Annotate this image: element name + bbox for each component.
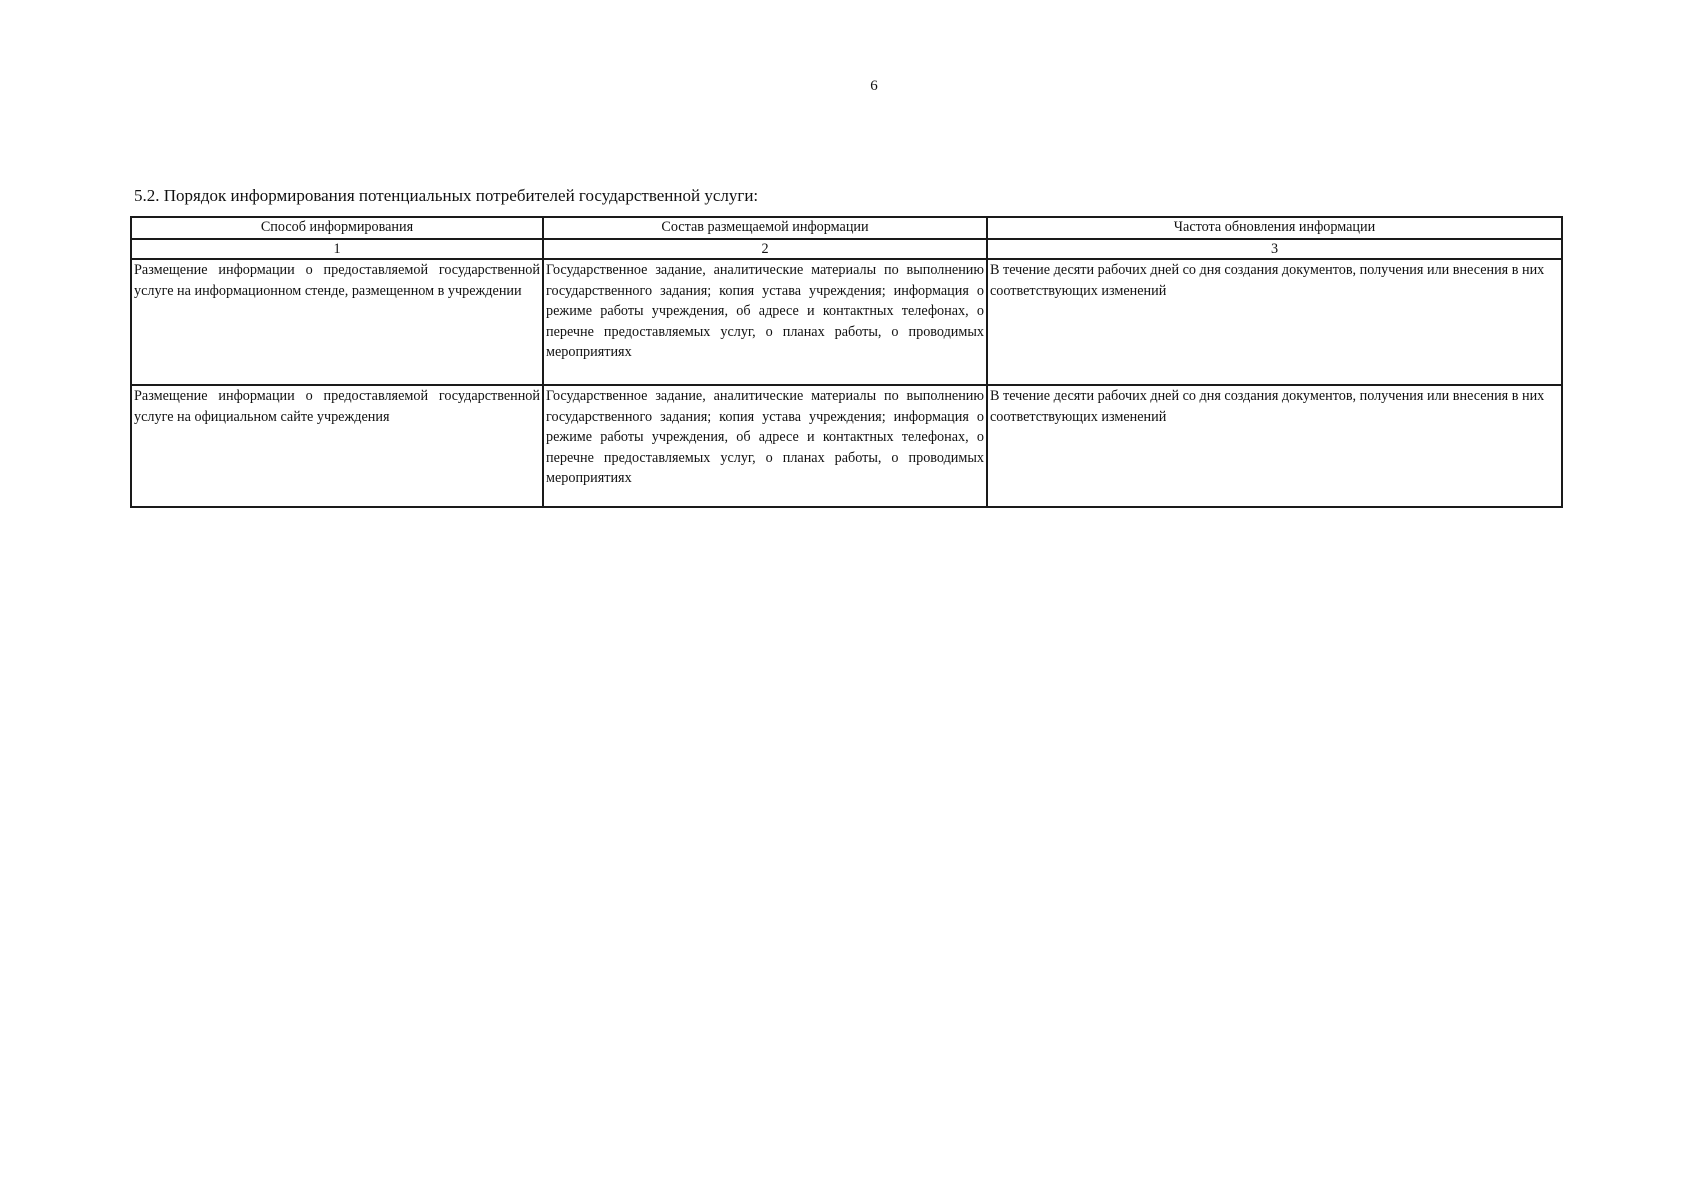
cell-frequency: В течение десяти рабочих дней со дня создания документов, получения или внесения в них соответствующих изменений	[987, 385, 1562, 507]
section-heading: 5.2. Порядок информирования потенциальных потребителей государственной услуги:	[134, 186, 759, 205]
cell-content: Государственное задание, аналитические материалы по выполнению государственного задания; копия устава учреждения; информация о режиме работы учреждения, об адресе и контактных телефонах, о перечне предоставляемых услуг, о планах работы, о проводимых мероприятиях	[543, 385, 987, 507]
cell-frequency: В течение десяти рабочих дней со дня создания документов, получения или внесения в них соответствующих изменений	[987, 259, 1562, 385]
table-row	[131, 259, 1562, 385]
column-number: 1	[131, 239, 543, 259]
cell-method: Размещение информации о предоставляемой государственной услуге на официальном сайте учреждения	[131, 385, 543, 507]
column-number: 3	[987, 239, 1562, 259]
header-method: Способ информирования	[131, 217, 543, 239]
table-row	[131, 385, 1562, 507]
cell-content: Государственное задание, аналитические материалы по выполнению государственного задания; копия устава учреждения; информация о режиме работы учреждения, об адресе и контактных телефонах, о перечне предоставляемых услуг, о планах работы, о проводимых мероприятиях	[543, 259, 987, 385]
column-number-row	[131, 239, 1562, 259]
table-header-row	[131, 217, 1562, 239]
header-content: Состав размещаемой информации	[543, 217, 987, 239]
column-number: 2	[543, 239, 987, 259]
page-number: 6	[870, 78, 878, 94]
cell-method: Размещение информации о предоставляемой государственной услуге на информационном стенде, размещенном в учреждении	[131, 259, 543, 385]
header-frequency: Частота обновления информации	[987, 217, 1562, 239]
informing-table	[130, 216, 1563, 508]
